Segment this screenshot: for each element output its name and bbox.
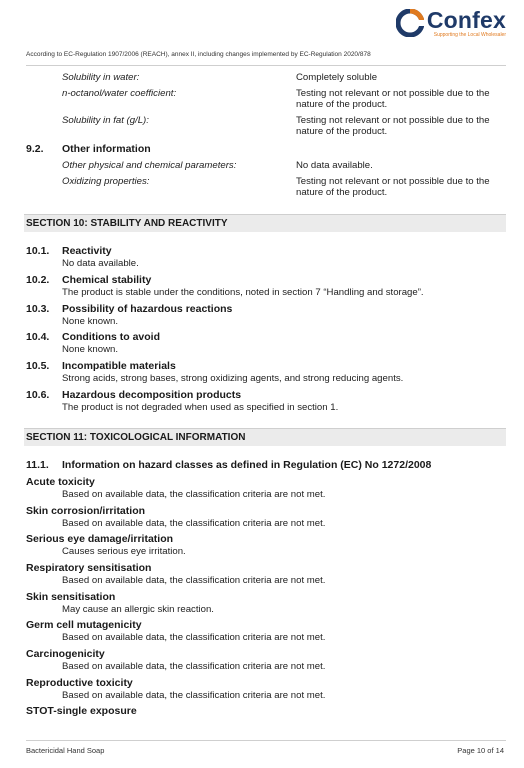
property-label: Solubility in water: (62, 72, 140, 83)
property-value: Completely soluble (296, 72, 378, 83)
hazard-class-title: Serious eye damage/irritation (26, 533, 174, 545)
footer-divider (26, 740, 506, 741)
section-number: 10.1. (26, 245, 50, 257)
section-text: None known. (62, 344, 118, 355)
property-label: Oxidizing properties: (62, 176, 150, 187)
section-11-title: SECTION 11: TOXICOLOGICAL INFORMATION (26, 432, 246, 443)
hazard-class-title: Reproductive toxicity (26, 677, 133, 689)
property-row (62, 160, 504, 171)
brand-name: Confex (426, 7, 506, 33)
hazard-class-text: Causes serious eye irritation. (62, 546, 186, 557)
property-row (62, 115, 504, 137)
section-number: 10.4. (26, 331, 50, 343)
hazard-class-text: May cause an allergic skin reaction. (62, 604, 214, 615)
footer-page-number: Page 10 of 14 (457, 746, 504, 755)
section-title: Other information (62, 143, 151, 155)
property-value: Testing not relevant or not possible due to the nature of the product. (296, 115, 490, 137)
hazard-class-title: Respiratory sensitisation (26, 562, 152, 574)
property-row (62, 72, 504, 83)
property-label: Solubility in fat (g/L): (62, 115, 149, 126)
section-10-header (24, 214, 506, 232)
property-value: Testing not relevant or not possible due to the nature of the product. (296, 88, 490, 110)
confex-logo (396, 8, 506, 38)
section-text: None known. (62, 316, 118, 327)
header-divider (26, 65, 506, 66)
section-title: Possibility of hazardous reactions (62, 303, 233, 315)
brand-tagline: Supporting the Local Wholesaler (433, 32, 506, 38)
hazard-class-title: Carcinogenicity (26, 648, 105, 660)
hazard-class-text: Based on available data, the classification criteria are not met. (62, 489, 326, 500)
regulation-note: According to EC-Regulation 1907/2006 (REACH), annex II, including changes implemented by EC-Regulation 2020/878 (26, 51, 371, 58)
section-number: 10.3. (26, 303, 50, 315)
hazard-class-text: Based on available data, the classification criteria are not met. (62, 690, 326, 701)
section-number: 10.2. (26, 274, 50, 286)
hazard-class-title: STOT-single exposure (26, 705, 137, 717)
hazard-class-title: Skin sensitisation (26, 591, 116, 603)
section-number: 10.5. (26, 360, 50, 372)
section-text: Strong acids, strong bases, strong oxidizing agents, and strong reducing agents. (62, 373, 404, 384)
section-title: Chemical stability (62, 274, 152, 286)
property-label: Other physical and chemical parameters: (62, 160, 237, 171)
hazard-class-text: Based on available data, the classification criteria are not met. (62, 575, 326, 586)
hazard-class-text: Based on available data, the classification criteria are not met. (62, 661, 326, 672)
property-row (62, 88, 504, 110)
section-11-header (24, 428, 506, 446)
section-text: No data available. (62, 258, 139, 269)
section-title: Information on hazard classes as defined in Regulation (EC) No 1272/2008 (62, 459, 432, 471)
section-number: 10.6. (26, 389, 50, 401)
hazard-class-title: Germ cell mutagenicity (26, 619, 142, 631)
section-text: The product is stable under the conditions, noted in section 7 “Handling and storage”. (62, 287, 424, 298)
property-value: Testing not relevant or not possible due to the nature of the product. (296, 176, 490, 198)
property-value: No data available. (296, 160, 373, 171)
section-10-title: SECTION 10: STABILITY AND REACTIVITY (26, 218, 228, 229)
section-title: Conditions to avoid (62, 331, 160, 343)
property-label: n-octanol/water coefficient: (62, 88, 177, 99)
hazard-class-title: Acute toxicity (26, 476, 95, 488)
section-title: Reactivity (62, 245, 112, 257)
section-text: The product is not degraded when used as specified in section 1. (62, 402, 339, 413)
section-title: Incompatible materials (62, 360, 176, 372)
property-row (62, 176, 504, 198)
hazard-class-title: Skin corrosion/irritation (26, 505, 146, 517)
section-title: Hazardous decomposition products (62, 389, 242, 401)
section-number: 9.2. (26, 143, 44, 155)
footer-product-name: Bactericidal Hand Soap (26, 746, 105, 755)
hazard-class-text: Based on available data, the classification criteria are not met. (62, 518, 326, 529)
hazard-class-text: Based on available data, the classification criteria are not met. (62, 632, 326, 643)
section-number: 11.1. (26, 459, 49, 471)
confex-logo-icon (396, 9, 424, 37)
